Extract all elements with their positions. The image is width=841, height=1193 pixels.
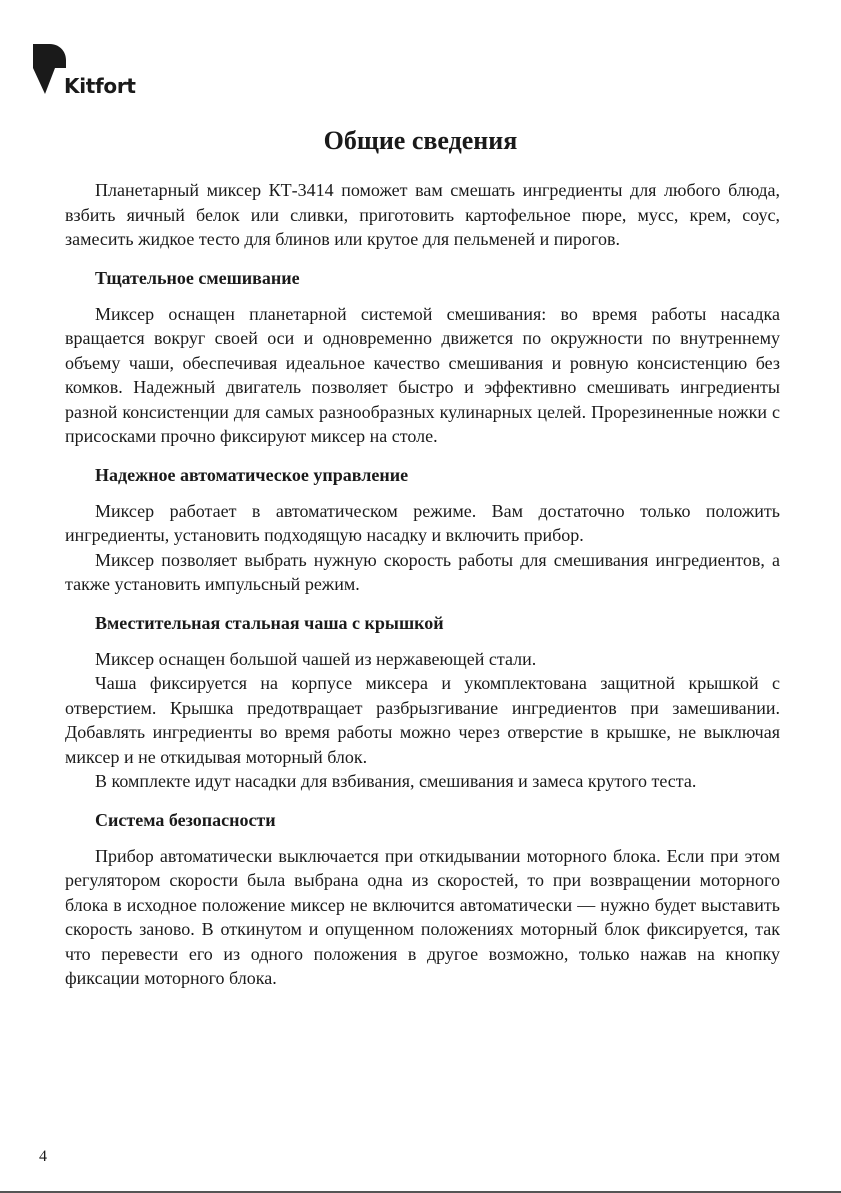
document-body	[65, 178, 780, 991]
section-paragraph: В комплекте идут насадки для взбивания, смешивания и замеса крутого теста.	[95, 771, 697, 791]
section-paragraph: Миксер оснащен планетарной системой смешивания: во время работы насадка вращается вокруг своей оси и одновременно движется по окружности по внутреннему объему чаши, обеспечивая идеальное качество смешивания и ровную консистенцию без комков. Надежный двигатель позволяет быстро и эффективно смешивать ингредиенты разной консистенции для самых разнообразных кулинарных целей. Прорезиненные ножки с присосками прочно фиксируют миксер на столе.	[65, 303, 780, 446]
section-paragraph: Миксер оснащен большой чашей из нержавеющей стали.	[95, 648, 537, 669]
section-heading: Система безопасности	[95, 809, 276, 830]
section-heading: Вместительная стальная чаша с крышкой	[95, 612, 444, 633]
section-paragraph: Миксер работает в автоматическом режиме. Вам достаточно только положить ингредиенты, установить подходящую насадку и включить прибор.	[65, 500, 780, 545]
page-title: Общие сведения	[323, 126, 518, 155]
kitfort-logo-icon	[33, 44, 67, 96]
section-steel-bowl	[65, 611, 780, 794]
section-paragraph: Миксер позволяет выбрать нужную скорость работы для смешивания ингредиентов, а также установить импульсный режим.	[65, 549, 780, 594]
section-heading: Тщательное смешивание	[95, 267, 300, 288]
kitfort-logo	[33, 44, 143, 100]
section-thorough-mixing	[65, 266, 780, 449]
section-safety-system	[65, 808, 780, 991]
section-paragraph: Чаша фиксируется на корпусе миксера и укомплектована защитной крышкой с отверстием. Крышка предотвращает разбрызгивание ингредиентов при замешивании. Добавлять ингредиенты во время работы можно через отверстие в крышке, не выключая миксер и не откидывая моторный блок.	[65, 673, 780, 767]
section-heading: Надежное автоматическое управление	[95, 464, 409, 485]
section-paragraph: Прибор автоматически выключается при откидывании моторного блока. Если при этом регулятором скорости была выбрана одна из скоростей, то при возвращении моторного блока в исходное положение миксер не включится автоматически — нужно будет выставить скорость заново. В откинутом и опущенном положениях моторный блок фиксируется, так что перевести его из одного положения в другое возможно, только нажав на кнопку фиксации моторного блока.	[65, 845, 780, 988]
brand-name: Kitfort	[64, 74, 136, 98]
page-number: 4	[39, 1148, 47, 1165]
section-automatic-control	[65, 463, 780, 597]
intro-paragraph: Планетарный миксер КТ-3414 поможет вам смешать ингредиенты для любого блюда, взбить яичный белок или сливки, приготовить картофельное пюре, мусс, крем, соус, замесить жидкое тесто для блинов или крутое для пельменей и пирогов.	[65, 180, 780, 249]
